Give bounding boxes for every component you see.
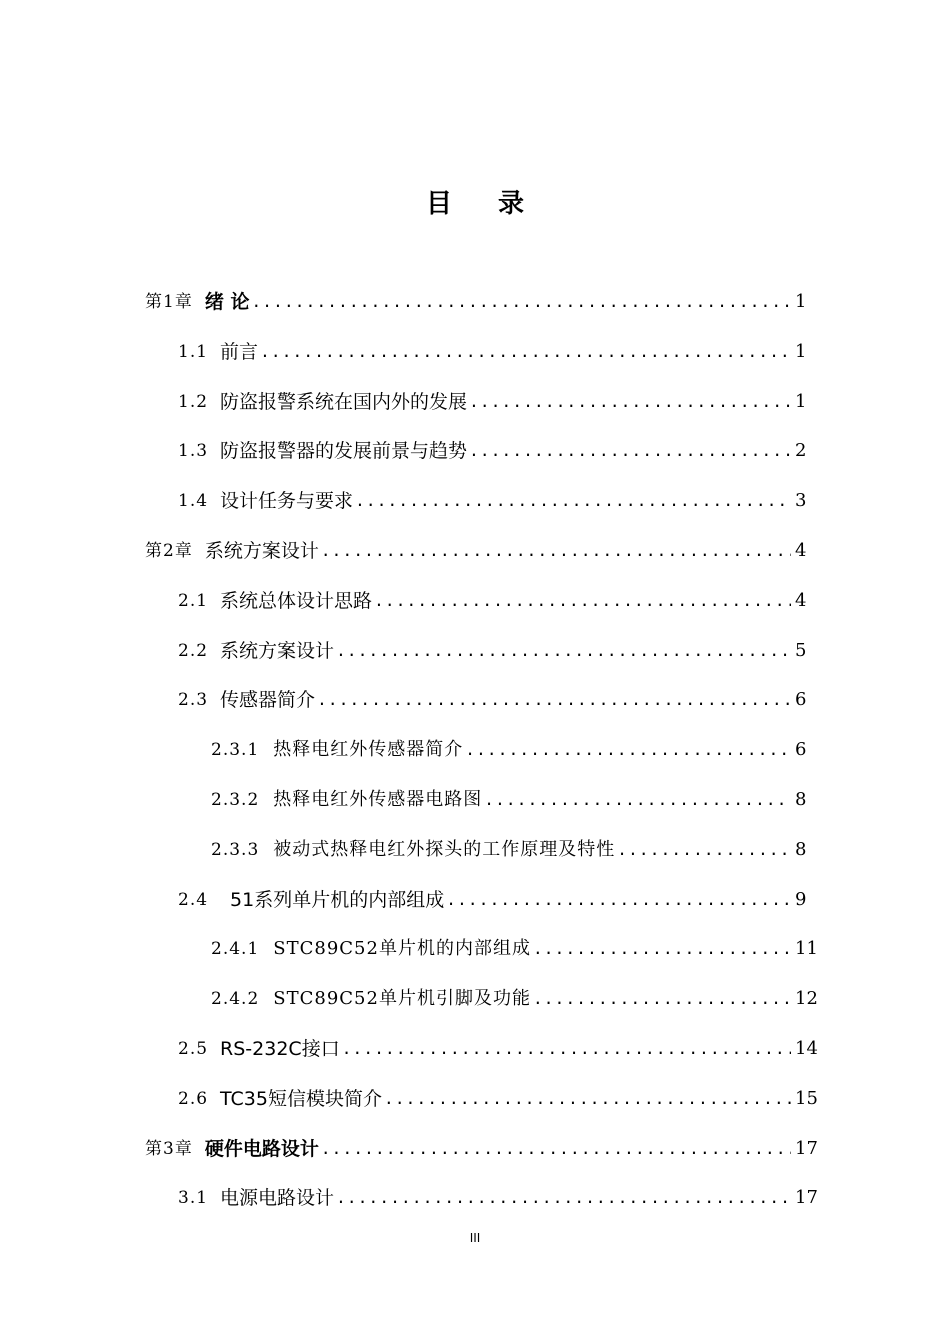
toc-entry-number: 第1章 [145, 292, 193, 312]
toc-entry-title: 前言 [220, 341, 259, 363]
toc-entry-page: 6 [795, 739, 807, 760]
toc-entry[interactable] [145, 533, 805, 563]
toc-entry-number: 3.1 [178, 1188, 209, 1208]
toc-entry-title: 设计任务与要求 [220, 490, 354, 512]
toc-entry-title: 电源电路设计 [220, 1187, 335, 1209]
toc-entry-page: 1 [795, 341, 807, 362]
toc-entry-number: 1.3 [178, 441, 209, 461]
toc-entry[interactable] [145, 284, 805, 314]
toc-leader-dots [374, 589, 791, 613]
toc-entry-page: 3 [795, 490, 807, 511]
toc-entry-title: 系统总体设计思路 [220, 590, 373, 612]
toc-entry[interactable] [178, 483, 805, 513]
toc-leader-dots [446, 888, 791, 912]
toc-entry-page: 8 [795, 839, 807, 860]
toc-title-left: 目 [425, 189, 452, 219]
toc-title [0, 183, 950, 220]
toc-entry-number: 2.1 [178, 591, 209, 611]
toc-entry-page: 14 [795, 1038, 818, 1059]
toc-entry-page: 4 [795, 590, 807, 611]
toc-entry-title: 51系列单片机的内部组成 [230, 889, 445, 911]
toc-entry-page: 8 [795, 789, 807, 810]
toc-entry-number: 1.1 [178, 342, 209, 362]
toc-entry-title: TC35短信模块简介 [220, 1088, 382, 1110]
toc-entry[interactable] [211, 782, 805, 812]
toc-entry-page: 1 [795, 291, 807, 312]
toc-leader-dots [533, 987, 791, 1011]
toc-entry-page: 15 [795, 1088, 818, 1109]
toc-entry[interactable] [178, 1180, 818, 1210]
toc-entry-title: 热释电红外传感器电路图 [273, 789, 483, 810]
toc-entry-page: 17 [795, 1187, 818, 1208]
toc-leader-dots [321, 1137, 791, 1161]
toc-leader-dots [336, 1186, 791, 1210]
toc-leader-dots [355, 489, 791, 513]
toc-entry-page: 2 [795, 440, 807, 461]
toc-entry-title: 防盗报警系统在国内外的发展 [220, 391, 468, 413]
toc-entry[interactable] [178, 583, 805, 613]
toc-entry-title: 系统方案设计 [220, 640, 335, 662]
toc-leader-dots [321, 539, 791, 563]
toc-leader-dots [484, 788, 791, 812]
toc-entry-number: 2.4.1 [211, 939, 260, 959]
toc-entry-page: 4 [795, 540, 807, 561]
toc-entry-number: 2.4 [178, 890, 209, 910]
toc-entry-title: 被动式热释电红外探头的工作原理及特性 [273, 839, 616, 860]
toc-entry-page: 12 [795, 988, 818, 1009]
toc-entry-number: 2.4.2 [211, 989, 260, 1009]
toc-entry-title: STC89C52单片机引脚及功能 [273, 988, 531, 1009]
toc-entry[interactable] [178, 334, 805, 364]
toc-entry[interactable] [211, 832, 805, 862]
toc-entry-title: 防盗报警器的发展前景与趋势 [220, 440, 468, 462]
toc-entry-page: 6 [795, 689, 807, 710]
toc-entry-page: 11 [795, 938, 818, 959]
toc-entry[interactable] [211, 981, 818, 1011]
toc-entry-title: RS-232C接口 [220, 1038, 340, 1060]
toc-leader-dots [469, 390, 791, 414]
toc-entry[interactable] [178, 1031, 818, 1061]
toc-entry[interactable] [211, 732, 805, 762]
toc-entry[interactable] [211, 931, 818, 961]
toc-entry[interactable] [178, 633, 805, 663]
toc-entry-number: 2.3.1 [211, 740, 260, 760]
toc-leader-dots [533, 937, 791, 961]
page-footer-number: III [469, 1231, 481, 1245]
toc-leader-dots [617, 838, 791, 862]
toc-leader-dots [384, 1087, 791, 1111]
toc-leader-dots [317, 688, 791, 712]
toc-entry-title: 热释电红外传感器简介 [273, 739, 464, 760]
toc-entry-title: 传感器简介 [220, 689, 316, 711]
toc-entry-number: 1.4 [178, 491, 209, 511]
toc-entry[interactable] [178, 1081, 818, 1111]
toc-entry[interactable] [178, 682, 805, 712]
toc-entry[interactable] [145, 1131, 818, 1161]
toc-entry[interactable] [178, 433, 805, 463]
toc-entry-number: 第2章 [145, 541, 193, 561]
toc-entry-title: 硬件电路设计 [204, 1138, 319, 1160]
toc-entry[interactable] [178, 384, 805, 414]
toc-entry[interactable] [178, 882, 805, 912]
toc-leader-dots [342, 1037, 791, 1061]
toc-entry-number: 2.3.3 [211, 840, 260, 860]
toc-leader-dots [336, 639, 791, 663]
toc-entry-page: 9 [795, 889, 807, 910]
toc-entry-number: 2.2 [178, 641, 209, 661]
toc-title-right: 录 [498, 189, 525, 219]
toc-entry-number: 2.6 [178, 1089, 209, 1109]
toc-entry-number: 2.3.2 [211, 790, 260, 810]
toc-entry-page: 5 [795, 640, 807, 661]
toc-leader-dots [469, 439, 791, 463]
toc-entry-page: 1 [795, 391, 807, 412]
toc-entry-title: STC89C52单片机的内部组成 [273, 938, 531, 959]
toc-entry-number: 第3章 [145, 1139, 193, 1159]
toc-entry-title: 系统方案设计 [204, 540, 319, 562]
toc-entry-number: 1.2 [178, 392, 209, 412]
toc-entry-number: 2.3 [178, 690, 209, 710]
toc-entry-number: 2.5 [178, 1039, 209, 1059]
toc-entry-page: 17 [795, 1138, 818, 1159]
toc-entry-title: 绪 论 [204, 291, 250, 313]
toc-leader-dots [251, 290, 791, 314]
toc-leader-dots [465, 738, 791, 762]
toc-leader-dots [260, 340, 791, 364]
